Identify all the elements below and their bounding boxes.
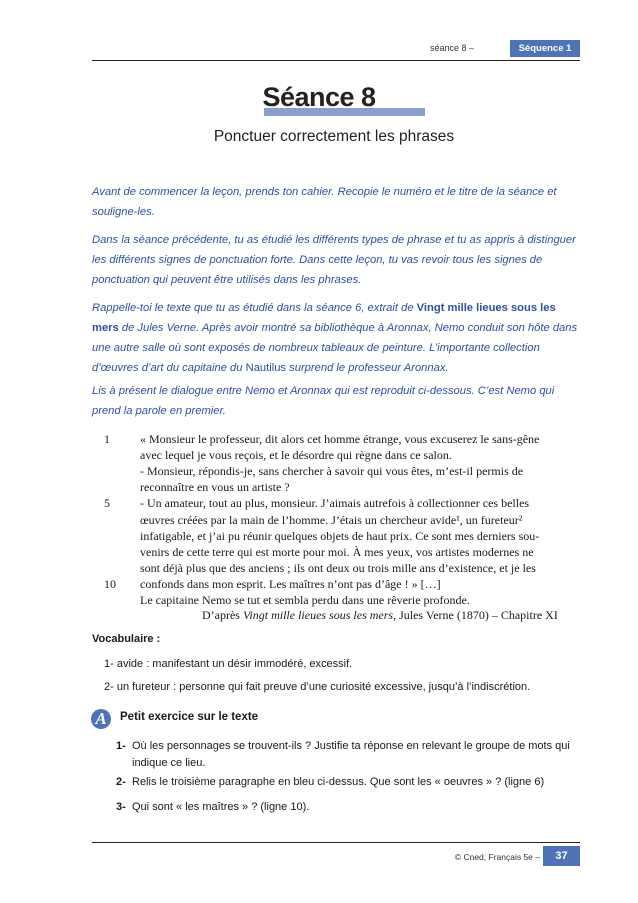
exercise-a-icon: A — [91, 709, 111, 729]
excerpt-line — [0, 432, 638, 449]
excerpt-source — [202, 608, 558, 623]
ship-name: Nautilus — [245, 362, 287, 374]
excerpt-line — [0, 577, 638, 594]
vocabulary-title: Vocabulaire : — [92, 633, 161, 645]
line-text: avec lequel je vous reçois, et le désordre qui règne dans ce salon. — [140, 448, 452, 463]
source-title: Vingt mille lieues sous les mers — [242, 608, 394, 622]
question-1 — [116, 738, 576, 772]
source-before: D’après — [202, 608, 243, 622]
instruction-paragraph-1: Avant de commencer la leçon, prends ton cahier. Recopie le numéro et le titre de la séance et souligne-les. — [92, 186, 557, 218]
vocabulary-item: 2- un fureteur : personne qui fait preuve d’une curiosité excessive, jusqu’à l’indiscrétion. — [104, 681, 531, 693]
line-text: infatigable, et j’ai pu réunir quelques objets de haut prix. Ce sont mes derniers sou- — [140, 528, 540, 543]
line-text: reconnaître en vous un artiste ? — [140, 480, 290, 495]
excerpt-line — [0, 513, 638, 530]
page-number: 37 — [543, 846, 580, 866]
page-title: Séance 8 — [262, 82, 376, 112]
excerpt-line — [0, 480, 638, 497]
vocabulary-item: 1- avide : manifestant un désir immodéré, excessif. — [104, 658, 353, 670]
line-number: 10 — [104, 576, 116, 591]
p3-before: Rappelle-toi le texte que tu as étudié dans la séance 6, extrait de — [92, 302, 417, 314]
instruction-paragraph-4: Lis à présent le dialogue entre Nemo et Aronnax qui est reproduit ci-dessous. C’est Nemo qui prend la parole en premier. — [92, 385, 555, 417]
question-text: Où les personnages se trouvent-ils ? Justifie ta réponse en relevant le groupe de mots qui indique ce lieu. — [132, 740, 570, 769]
line-text: - Un amateur, tout au plus, monsieur. J’aimais autrefois à collectionner ces belles — [140, 496, 530, 511]
p3-after: surprend le professeur Aronnax. — [286, 362, 449, 374]
source-after: , Jules Verne (1870) – Chapitre XI — [393, 608, 558, 622]
line-number: 1 — [104, 432, 110, 446]
excerpt-line — [0, 529, 638, 546]
header-divider — [92, 60, 580, 61]
excerpt-line — [0, 561, 638, 578]
question-number: 3- — [116, 801, 126, 813]
line-text: confonds dans mon esprit. Les maîtres n’ont pas d’âge ! » […] — [140, 576, 441, 591]
instruction-paragraph-2: Dans la séance précédente, tu as étudié les différents types de phrase et tu as appris à distinguer les différents signes de ponctuation forte. Dans cette leçon, tu vas revoir tous les signes de ponctuation qui peuvent être utilisés dans les phrases. — [92, 234, 576, 286]
question-number: 2- — [116, 776, 126, 788]
line-text: venirs de cette terre qui est morte pour moi. À mes yeux, vos artistes modernes ne — [140, 544, 534, 559]
line-text: - Monsieur, répondis-je, sans chercher à savoir qui vous êtes, m’est-il permis de — [140, 464, 524, 479]
footer-credit: © Cned, Français 5e – — [454, 852, 540, 862]
exercise-title: Petit exercice sur le texte — [120, 711, 259, 723]
header-seance-label: séance 8 – — [430, 43, 475, 53]
excerpt-line — [0, 496, 638, 513]
question-3 — [116, 799, 576, 816]
footer-divider — [92, 842, 580, 843]
line-number: 5 — [104, 496, 110, 511]
line-text: « Monsieur le professeur, dit alors cet homme étrange, vous excuserez le sans-gêne — [140, 432, 540, 446]
excerpt-line — [0, 545, 638, 562]
excerpt-line — [0, 464, 638, 481]
excerpt-line — [0, 448, 638, 465]
p3-middle: de Jules Verne. Après avoir montré sa bibliothèque à Aronnax, Nemo conduit son hôte dans une autre salle où sont exposés de nombreux tableaux de peinture. L’importante collection d’œuvres d’art du capitaine du — [92, 322, 578, 374]
question-2 — [116, 774, 576, 791]
line-text: œuvres créées par la main de l’homme. J’étais un chercheur avide¹, un fureteur² — [140, 512, 523, 527]
instruction-paragraph-3 — [92, 298, 582, 378]
line-text: sont déjà plus que des anciens ; ils ont deux ou trois mille ans d’existence, et je les — [140, 560, 536, 575]
question-text: Qui sont « les maîtres » ? (ligne 10). — [132, 801, 310, 813]
book-title: Vingt mille lieues sous les mers — [92, 302, 556, 334]
page-subtitle: Ponctuer correctement les phrases — [213, 128, 455, 145]
sequence-badge: Séquence 1 — [510, 40, 580, 57]
line-text: Le capitaine Nemo se tut et sembla perdu dans une rêverie profonde. — [140, 593, 470, 607]
question-text: Relis le troisième paragraphe en bleu ci-dessus. Que sont les « oeuvres » ? (ligne 6) — [132, 776, 545, 788]
question-number: 1- — [116, 740, 126, 752]
